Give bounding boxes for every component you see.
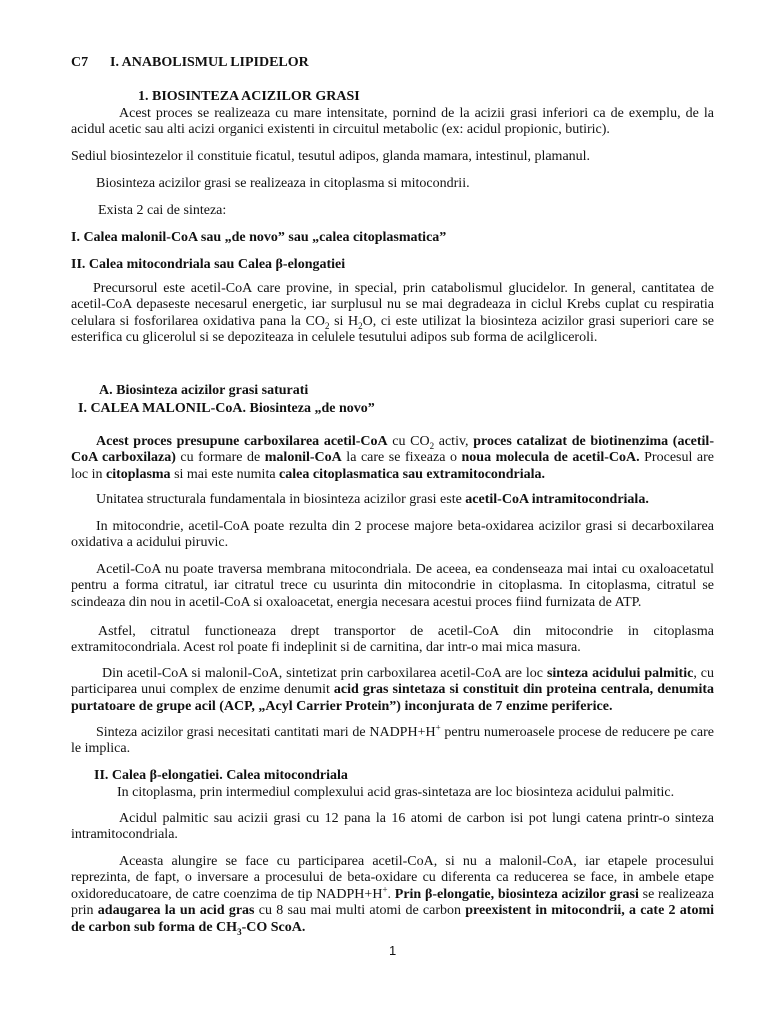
paragraph-intro: Acest proces se realizeaza cu mare intensitate, pornind de la acizii grasi inferiori ca de exemplu, de la acidul acetic sau alti acizi organici existenti in circuitul metabolic (ex: acidul propionic, butiric). [71,106,714,138]
section-a-heading: A. Biosinteza acizilor grasi saturati [99,383,309,398]
paragraph-membrana: Acetil-CoA nu poate traversa membrana mitocondriala. De aceea, ea condenseaza mai intai cu oxaloacetatul pentru a forma citratul, iar citratul trece cu usurinta din mitocondrie in citoplasma. In citoplasma, citratul se scindeaza din nou in acetil-CoA si oxaloacetat, energia necesara acestui proces fiind furnizata de ATP. [71,562,714,610]
cale-malonil-heading: I. Calea malonil-CoA sau „de novo” sau „calea citoplasmatica” [71,230,447,245]
paragraph-carboxilare: Acest proces presupune carboxilarea acetil-CoA cu $CO_2$ activ, proces catalizat de biotinenzima (acetil-CoA carboxilaza) cu formare de malonil-CoA la care se fixeaza o noua molecula de acetil-CoA. Procesul are loc in citoplasma si mai este numita calea citoplasmatica sau extramitocondriala. [71,434,714,482]
paragraph-mitocondrie: In mitocondrie, acetil-CoA poate rezulta din 2 procese majore beta-oxidarea acizilor grasi si decarboxilarea oxidativa a acidului piruvic. [71,519,714,551]
section-ii-heading: II. Calea β-elongatiei. Calea mitocondriala [94,768,348,783]
chapter-code: C7 [71,55,89,70]
cale-mitocondriala-heading: II. Calea mitocondriala sau Calea β-elongatiei [71,257,346,272]
paragraph-citoplasma: In citoplasma, prin intermediul complexului acid gras-sintetaza are loc biosinteza acidului palmitic. [117,785,675,800]
paragraph-alungire: Aceasta alungire se face cu participarea acetil-CoA, si nu a malonil-CoA, iar etapele procesului reprezinta, de fapt, o inversare a procesului de beta-oxidare cu diferenta ca reducerea se face, in ambele etape oxidoreducatoare, de catre coenzima de tip NADPH+H+. Prin β-elongatie, biosinteza acizilor grasi se realizeaza prin adaugarea la un acid gras cu 8 sau mai multi atomi de carbon preexistent in mitocondrii, a cate 2 atomi de carbon sub forma de $CH_3-CO$ ScoA. [71,854,714,937]
paragraph-lungire: Acidul palmitic sau acizii grasi cu 12 pana la 16 atomi de carbon isi pot lungi catena printr-o sinteza intramitocondriala. [71,811,714,843]
paragraph-sediul: Sediul biosintezelor il constituie ficatul, tesutul adipos, glanda mamara, intestinul, plamanul. [71,149,591,164]
chapter-title: I. ANABOLISMUL LIPIDELOR [110,55,309,70]
paragraph-unitate: Unitatea structurala fundamentala in biosinteza acizilor grasi este acetil-CoA intramitocondriala. [96,492,649,507]
section-heading-biosinteza: 1. BIOSINTEZA ACIZILOR GRASI [138,89,360,104]
page-number: 1 [389,943,397,958]
paragraph-loc: Biosinteza acizilor grasi se realizeaza in citoplasma si mitocondrii. [96,176,470,191]
paragraph-nadph: Sinteza acizilor grasi necesitati cantitati mari de NADPH+H+ pentru numeroasele procese de reducere pe care le implica. [71,722,714,757]
paragraph-palmitic: Din acetil-CoA si malonil-CoA, sintetizat prin carboxilarea acetil-CoA are loc sinteza acidului palmitic, cu participarea unui complex de enzime denumit acid gras sintetaza si constituit din proteina centrala, denumita purtatoare de grupe acil (ACP, „Acyl Carrier Protein”) inconjurata de 7 enzime periferice. [71,666,714,714]
paragraph-cai: Exista 2 cai de sinteza: [98,203,227,218]
paragraph-citrat: Astfel, citratul functioneaza drept transportor de acetil-CoA din mitocondrie in citoplasma extramitocondriala. Acest rol poate fi indeplinit si de carnitina, dar intr-o mai mica masura. [71,624,714,656]
paragraph-precursor: Precursorul este acetil-CoA care provine, in special, prin catabolismul glucidelor. In general, cantitatea de acetil-CoA depaseste necesarul energetic, iar surplusul nu se mai degradeaza in ciclul Krebs cuplat cu respiratia celulara si fosforilarea oxidativa pana la $CO_2$ si $H_2O$, ci este utilizat la biosinteza acizilor grasi superiori care se esterifica cu glicerolul si se depoziteaza in celulele tesutului adipos sub forma de acilgliceroli. [71,281,714,346]
calea-malonil-subheading: I. CALEA MALONIL-CoA. Biosinteza „de novo” [78,401,375,416]
